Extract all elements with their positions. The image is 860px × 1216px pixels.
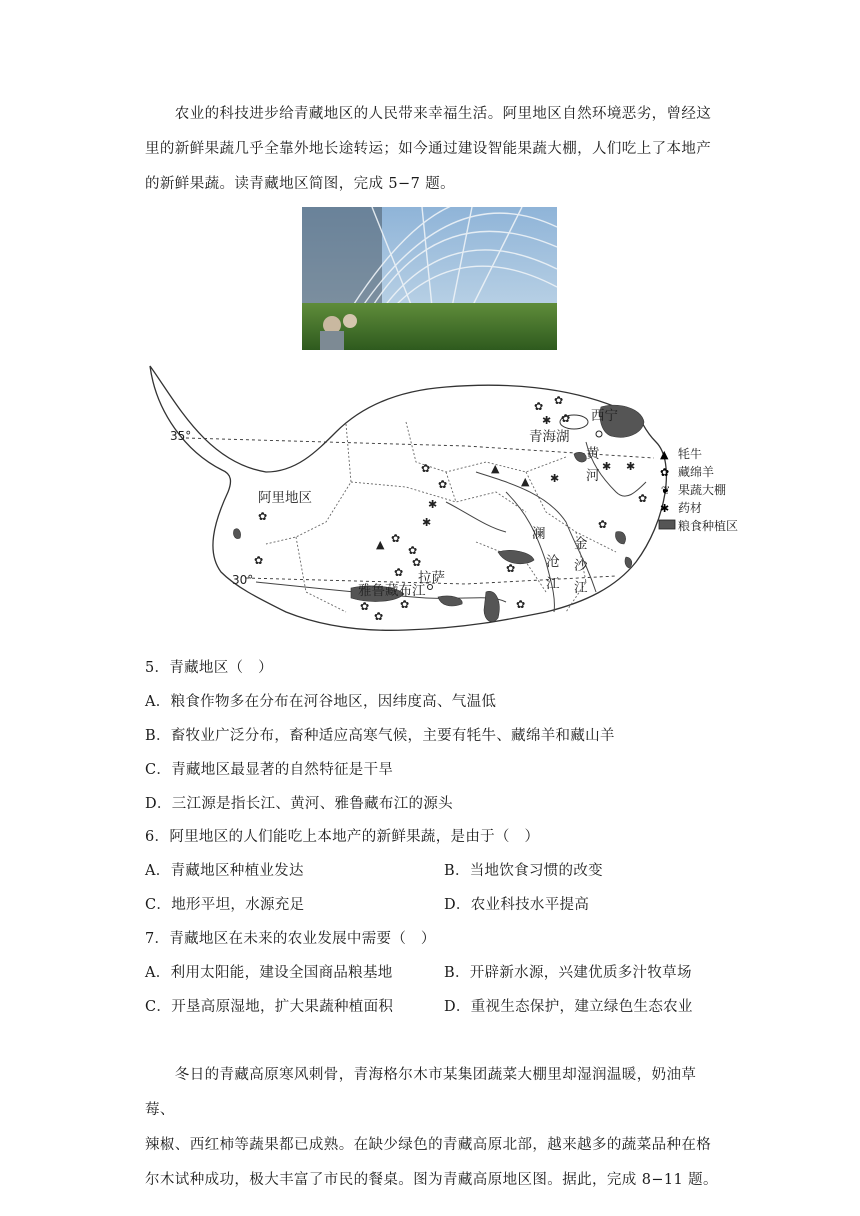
grain-area bbox=[615, 532, 625, 544]
outro-line: 尔木试种成功，极大丰富了市民的餐桌。图为青藏高原地区图。据此，完成 8−11 题。 bbox=[145, 1172, 718, 1188]
svg-text:✿: ✿ bbox=[400, 598, 410, 611]
svg-text:✿: ✿ bbox=[598, 518, 608, 531]
svg-text:✿: ✿ bbox=[421, 462, 431, 475]
label-xining: 西宁 bbox=[591, 408, 618, 424]
label-yarlung: 雅鲁藏布江 bbox=[358, 583, 426, 599]
q7-option-d[interactable]: D．重视生态保护，建立绿色生态农业 bbox=[444, 999, 693, 1015]
q6-option-a[interactable]: A．青藏地区种植业发达 bbox=[145, 863, 304, 879]
svg-text:✿: ✿ bbox=[394, 566, 404, 579]
grain-area bbox=[438, 596, 462, 606]
intro-line: 的新鲜果蔬。读青藏地区简图，完成 5−7 题。 bbox=[145, 176, 456, 192]
svg-text:✿: ✿ bbox=[254, 554, 264, 567]
svg-text:▲: ▲ bbox=[491, 462, 500, 475]
question-5-stem: 5．青藏地区（ ） bbox=[145, 660, 273, 676]
q6-option-d[interactable]: D．农业科技水平提高 bbox=[444, 897, 590, 913]
legend-sheep: 藏绵羊 bbox=[678, 465, 715, 479]
q7-option-c[interactable]: C．开垦高原湿地，扩大果蔬种植面积 bbox=[145, 999, 394, 1015]
greenhouse-icon: ❦ bbox=[661, 484, 671, 497]
label-lat30: 30° bbox=[232, 573, 254, 587]
q5-option-d[interactable]: D．三江源是指长江、黄河、雅鲁藏布江的源头 bbox=[145, 796, 453, 812]
question-7-stem: 7．青藏地区在未来的农业发展中需要（ ） bbox=[145, 931, 436, 947]
svg-text:✱: ✱ bbox=[550, 472, 560, 485]
grain-area-swatch bbox=[659, 520, 675, 529]
svg-text:✿: ✿ bbox=[554, 394, 564, 407]
intro-line: 里的新鲜果蔬几乎全靠外地长途转运；如今通过建设智能果蔬大棚，人们吃上了本地产 bbox=[145, 141, 712, 157]
svg-text:✱: ✱ bbox=[626, 460, 636, 473]
q6-option-c[interactable]: C．地形平坦，水源充足 bbox=[145, 897, 305, 913]
label-jinsha-1: 金 bbox=[574, 536, 588, 552]
svg-text:✿: ✿ bbox=[412, 556, 422, 569]
svg-text:✿: ✿ bbox=[438, 478, 448, 491]
herb-icon: ✱ bbox=[660, 502, 670, 515]
label-jinsha-3: 江 bbox=[574, 580, 588, 596]
label-he: 河 bbox=[586, 468, 600, 484]
outro-line: 辣椒、西红柿等蔬果都已成熟。在缺少绿色的青藏高原北部，越来越多的蔬菜品种在格 bbox=[145, 1137, 712, 1153]
svg-text:✿: ✿ bbox=[516, 598, 526, 611]
label-huang: 黄 bbox=[586, 446, 600, 462]
legend-grain: 粮食种植区 bbox=[678, 519, 739, 533]
greenhouse-photo bbox=[302, 207, 557, 350]
q5-option-c[interactable]: C．青藏地区最显著的自然特征是干旱 bbox=[145, 762, 394, 778]
svg-text:✿: ✿ bbox=[638, 492, 648, 505]
label-qinghai-lake: 青海湖 bbox=[529, 429, 570, 445]
legend-greenhouse: 果蔬大棚 bbox=[678, 483, 727, 497]
intro-paragraph bbox=[145, 97, 717, 202]
label-ali: 阿里地区 bbox=[258, 490, 312, 506]
q7-option-a[interactable]: A．利用太阳能，建设全国商品粮基地 bbox=[145, 965, 393, 981]
question-6-stem: 6．阿里地区的人们能吃上本地产的新鲜果蔬，是由于（ ） bbox=[145, 829, 540, 845]
svg-text:✿: ✿ bbox=[258, 510, 268, 523]
grain-area bbox=[625, 557, 632, 568]
legend-herb: 药材 bbox=[678, 501, 703, 515]
label-jinsha-2: 沙 bbox=[574, 558, 588, 574]
svg-text:✿: ✿ bbox=[391, 532, 401, 545]
svg-text:▲: ▲ bbox=[521, 475, 530, 488]
svg-text:✱: ✱ bbox=[542, 414, 552, 427]
legend-yak: 牦牛 bbox=[678, 447, 703, 461]
label-lancang-2: 沧 bbox=[546, 554, 560, 570]
map-legend bbox=[659, 446, 738, 533]
svg-text:✿: ✿ bbox=[534, 400, 544, 413]
label-lat35: 35° bbox=[170, 429, 192, 443]
grain-area bbox=[233, 529, 240, 539]
svg-text:✿: ✿ bbox=[360, 600, 370, 613]
grain-area bbox=[484, 591, 499, 621]
sheep-icon: ✿ bbox=[660, 466, 670, 479]
grain-area bbox=[498, 550, 534, 563]
svg-text:✿: ✿ bbox=[561, 412, 571, 425]
svg-text:✱: ✱ bbox=[422, 516, 432, 529]
label-lancang-3: 江 bbox=[546, 576, 560, 592]
svg-text:▲: ▲ bbox=[376, 538, 385, 551]
svg-text:✿: ✿ bbox=[374, 610, 384, 623]
label-lhasa: 拉萨 bbox=[418, 570, 445, 586]
q5-option-b[interactable]: B．畜牧业广泛分布，畜种适应高寒气候，主要有牦牛、藏绵羊和藏山羊 bbox=[145, 728, 615, 744]
svg-text:✱: ✱ bbox=[428, 498, 438, 511]
q7-option-b[interactable]: B．开辟新水源，兴建优质多汁牧草场 bbox=[444, 965, 692, 981]
grain-area bbox=[574, 452, 586, 462]
yak-icon: ▲ bbox=[660, 448, 669, 461]
q5-option-a[interactable]: A．粮食作物多在分布在河谷地区，因纬度高、气温低 bbox=[145, 694, 497, 710]
q6-option-b[interactable]: B．当地饮食习惯的改变 bbox=[444, 863, 603, 879]
outro-line: 冬日的青藏高原寒风刺骨，青海格尔木市某集团蔬菜大棚里却湿润温暖，奶油草莓、 bbox=[145, 1067, 697, 1118]
qinghai-tibet-map bbox=[146, 362, 766, 648]
svg-text:✿: ✿ bbox=[506, 562, 516, 575]
svg-text:✱: ✱ bbox=[602, 460, 612, 473]
svg-text:✿: ✿ bbox=[408, 544, 418, 557]
label-lancang-1: 澜 bbox=[532, 526, 546, 542]
intro-line: 农业的科技进步给青藏地区的人民带来幸福生活。阿里地区自然环境恶劣，曾经这 bbox=[145, 106, 712, 122]
outro-paragraph bbox=[145, 1058, 725, 1198]
